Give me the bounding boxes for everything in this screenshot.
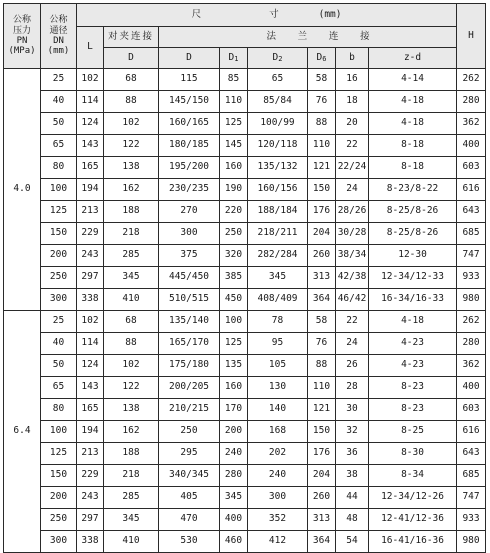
table-cell: 510/515 bbox=[159, 289, 220, 311]
pn-header-line: PN bbox=[16, 36, 28, 46]
table-cell: 282/284 bbox=[248, 245, 308, 267]
table-cell: 204 bbox=[308, 465, 336, 487]
valve-dimension-table bbox=[3, 3, 486, 553]
table-cell: 262 bbox=[457, 311, 486, 333]
flange-group-header bbox=[159, 27, 486, 48]
table-cell: 280 bbox=[457, 91, 486, 113]
table-cell: 88 bbox=[104, 333, 159, 355]
table-cell: 213 bbox=[77, 443, 104, 465]
table-cell: 280 bbox=[457, 333, 486, 355]
d6-letter: D bbox=[316, 51, 323, 63]
table-cell: 26 bbox=[336, 355, 369, 377]
table-cell: 240 bbox=[248, 465, 308, 487]
table-cell: 270 bbox=[159, 201, 220, 223]
table-cell: 4-14 bbox=[369, 69, 457, 91]
table-row bbox=[4, 333, 486, 355]
table-row bbox=[4, 267, 486, 289]
table-cell: 85/84 bbox=[248, 91, 308, 113]
table-cell: 210/215 bbox=[159, 399, 220, 421]
table-cell: 408/409 bbox=[248, 289, 308, 311]
table-cell: 295 bbox=[159, 443, 220, 465]
table-cell: 22 bbox=[336, 311, 369, 333]
table-cell: 160/165 bbox=[159, 113, 220, 135]
table-cell: 240 bbox=[220, 443, 248, 465]
table-cell: 125 bbox=[220, 113, 248, 135]
table-row bbox=[4, 91, 486, 113]
table-cell: 50 bbox=[41, 355, 77, 377]
table-cell: 54 bbox=[336, 531, 369, 553]
table-cell: 352 bbox=[248, 509, 308, 531]
table-cell: 68 bbox=[104, 311, 159, 333]
table-row bbox=[4, 531, 486, 553]
zd-header: z-d bbox=[369, 48, 457, 69]
pn-header bbox=[4, 4, 41, 69]
table-row bbox=[4, 245, 486, 267]
table-cell: 102 bbox=[104, 113, 159, 135]
table-cell: 685 bbox=[457, 465, 486, 487]
table-cell: 12-41/12-36 bbox=[369, 509, 457, 531]
table-cell: 933 bbox=[457, 267, 486, 289]
table-cell: 105 bbox=[248, 355, 308, 377]
table-cell: 603 bbox=[457, 157, 486, 179]
table-cell: 345 bbox=[104, 267, 159, 289]
table-cell: 22 bbox=[336, 135, 369, 157]
table-cell: 338 bbox=[77, 531, 104, 553]
table-cell: 168 bbox=[248, 421, 308, 443]
table-cell: 400 bbox=[457, 377, 486, 399]
table-cell: 76 bbox=[308, 333, 336, 355]
table-row bbox=[4, 289, 486, 311]
table-cell: 190 bbox=[220, 179, 248, 201]
table-cell: 160 bbox=[220, 157, 248, 179]
table-cell: 24 bbox=[336, 179, 369, 201]
table-cell: 125 bbox=[220, 333, 248, 355]
table-cell: 250 bbox=[220, 223, 248, 245]
table-cell: 313 bbox=[308, 267, 336, 289]
table-cell: 176 bbox=[308, 443, 336, 465]
table-cell: 4-18 bbox=[369, 311, 457, 333]
table-cell: 8-18 bbox=[369, 135, 457, 157]
table-cell: 138 bbox=[104, 399, 159, 421]
table-cell: 362 bbox=[457, 355, 486, 377]
table-cell: 364 bbox=[308, 531, 336, 553]
table-cell: 400 bbox=[457, 135, 486, 157]
table-cell: 78 bbox=[248, 311, 308, 333]
table-cell: 405 bbox=[159, 487, 220, 509]
table-cell: 175/180 bbox=[159, 355, 220, 377]
table-cell: 340/345 bbox=[159, 465, 220, 487]
table-cell: 200 bbox=[220, 421, 248, 443]
pn-value: 4.0 bbox=[4, 69, 41, 311]
table-cell: 8-18 bbox=[369, 157, 457, 179]
table-cell: 243 bbox=[77, 245, 104, 267]
table-cell: 8-23/8-22 bbox=[369, 179, 457, 201]
dn-header-line: (mm) bbox=[47, 46, 70, 57]
table-row bbox=[4, 311, 486, 333]
table-cell: 375 bbox=[159, 245, 220, 267]
pn-header-line: 压力 bbox=[12, 25, 31, 36]
table-cell: 685 bbox=[457, 223, 486, 245]
table-row bbox=[4, 443, 486, 465]
table-cell: 450 bbox=[220, 289, 248, 311]
table-cell: 4-18 bbox=[369, 91, 457, 113]
table-cell: 218/211 bbox=[248, 223, 308, 245]
table-cell: 8-30 bbox=[369, 443, 457, 465]
table-cell: 58 bbox=[308, 69, 336, 91]
table-cell: 102 bbox=[77, 69, 104, 91]
table-cell: 122 bbox=[104, 377, 159, 399]
table-cell: 188/184 bbox=[248, 201, 308, 223]
table-cell: 643 bbox=[457, 443, 486, 465]
table-cell: 362 bbox=[457, 113, 486, 135]
table-cell: 80 bbox=[41, 399, 77, 421]
table-cell: 603 bbox=[457, 399, 486, 421]
flange-group-label: 法 兰 连 接 bbox=[266, 30, 378, 42]
table-cell: 138 bbox=[104, 157, 159, 179]
table-cell: 115 bbox=[159, 69, 220, 91]
table-cell: 162 bbox=[104, 421, 159, 443]
table-cell: 16-34/16-33 bbox=[369, 289, 457, 311]
table-cell: 122 bbox=[104, 135, 159, 157]
table-row bbox=[4, 465, 486, 487]
table-cell: 110 bbox=[308, 377, 336, 399]
table-cell: 202 bbox=[248, 443, 308, 465]
table-cell: 165/170 bbox=[159, 333, 220, 355]
table-cell: 65 bbox=[248, 69, 308, 91]
table-cell: 200 bbox=[41, 487, 77, 509]
table-cell: 100 bbox=[41, 179, 77, 201]
table-cell: 200/205 bbox=[159, 377, 220, 399]
table-cell: 243 bbox=[77, 487, 104, 509]
table-cell: 176 bbox=[308, 201, 336, 223]
table-cell: 4-23 bbox=[369, 333, 457, 355]
table-cell: 88 bbox=[308, 113, 336, 135]
table-cell: 364 bbox=[308, 289, 336, 311]
table-row bbox=[4, 223, 486, 245]
table-cell: 110 bbox=[308, 135, 336, 157]
table-cell: 44 bbox=[336, 487, 369, 509]
table-cell: 204 bbox=[308, 223, 336, 245]
d2-header bbox=[248, 48, 308, 69]
table-cell: 285 bbox=[104, 487, 159, 509]
d-wafer-header: D bbox=[104, 48, 159, 69]
table-cell: 300 bbox=[41, 531, 77, 553]
table-cell: 100 bbox=[220, 311, 248, 333]
table-cell: 135/132 bbox=[248, 157, 308, 179]
size-title-left: 尺 bbox=[191, 8, 230, 20]
table-cell: 143 bbox=[77, 377, 104, 399]
table-cell: 218 bbox=[104, 465, 159, 487]
table-cell: 445/450 bbox=[159, 267, 220, 289]
table-cell: 188 bbox=[104, 443, 159, 465]
table-cell: 300 bbox=[41, 289, 77, 311]
table-cell: 95 bbox=[248, 333, 308, 355]
table-cell: 410 bbox=[104, 531, 159, 553]
table-row bbox=[4, 113, 486, 135]
table-cell: 65 bbox=[41, 135, 77, 157]
table-cell: 68 bbox=[104, 69, 159, 91]
table-cell: 194 bbox=[77, 179, 104, 201]
table-cell: 170 bbox=[220, 399, 248, 421]
d1-subscript: 1 bbox=[234, 54, 239, 63]
table-cell: 28 bbox=[336, 377, 369, 399]
table-cell: 933 bbox=[457, 509, 486, 531]
table-cell: 218 bbox=[104, 223, 159, 245]
table-cell: 8-23 bbox=[369, 399, 457, 421]
table-cell: 410 bbox=[104, 289, 159, 311]
table-cell: 262 bbox=[457, 69, 486, 91]
table-row bbox=[4, 377, 486, 399]
table-cell: 320 bbox=[220, 245, 248, 267]
table-cell: 121 bbox=[308, 399, 336, 421]
table-cell: 18 bbox=[336, 91, 369, 113]
table-cell: 250 bbox=[41, 509, 77, 531]
table-cell: 616 bbox=[457, 421, 486, 443]
table-cell: 162 bbox=[104, 179, 159, 201]
table-cell: 76 bbox=[308, 91, 336, 113]
table-cell: 16 bbox=[336, 69, 369, 91]
table-cell: 40 bbox=[41, 91, 77, 113]
table-row bbox=[4, 179, 486, 201]
l-header: L bbox=[77, 27, 104, 69]
table-cell: 30 bbox=[336, 399, 369, 421]
table-cell: 385 bbox=[220, 267, 248, 289]
b-header: b bbox=[336, 48, 369, 69]
table-cell: 145/150 bbox=[159, 91, 220, 113]
wafer-group-header: 对夹连接 bbox=[104, 27, 159, 48]
table-cell: 130 bbox=[248, 377, 308, 399]
table-cell: 180/185 bbox=[159, 135, 220, 157]
table-cell: 280 bbox=[220, 465, 248, 487]
table-cell: 124 bbox=[77, 355, 104, 377]
table-cell: 213 bbox=[77, 201, 104, 223]
table-cell: 616 bbox=[457, 179, 486, 201]
table-cell: 285 bbox=[104, 245, 159, 267]
dn-header-line: 公称 bbox=[49, 15, 68, 26]
table-cell: 38 bbox=[336, 465, 369, 487]
table-cell: 102 bbox=[104, 355, 159, 377]
table-row bbox=[4, 201, 486, 223]
table-row bbox=[4, 69, 486, 91]
table-cell: 345 bbox=[104, 509, 159, 531]
d1-header bbox=[220, 48, 248, 69]
table-cell: 88 bbox=[308, 355, 336, 377]
table-row bbox=[4, 355, 486, 377]
table-cell: 121 bbox=[308, 157, 336, 179]
table-cell: 65 bbox=[41, 377, 77, 399]
table-cell: 16-41/16-36 bbox=[369, 531, 457, 553]
table-cell: 297 bbox=[77, 267, 104, 289]
table-cell: 345 bbox=[248, 267, 308, 289]
table-cell: 250 bbox=[41, 267, 77, 289]
table-cell: 42/38 bbox=[336, 267, 369, 289]
table-row bbox=[4, 157, 486, 179]
table-cell: 20 bbox=[336, 113, 369, 135]
table-cell: 260 bbox=[308, 487, 336, 509]
table-cell: 200 bbox=[41, 245, 77, 267]
table-cell: 300 bbox=[248, 487, 308, 509]
table-cell: 150 bbox=[41, 223, 77, 245]
table-cell: 188 bbox=[104, 201, 159, 223]
table-cell: 110 bbox=[220, 91, 248, 113]
table-cell: 88 bbox=[104, 91, 159, 113]
table-cell: 80 bbox=[41, 157, 77, 179]
size-unit: (mm) bbox=[318, 8, 342, 20]
table-cell: 8-34 bbox=[369, 465, 457, 487]
table-cell: 150 bbox=[308, 179, 336, 201]
table-cell: 250 bbox=[159, 421, 220, 443]
table-row bbox=[4, 135, 486, 157]
table-cell: 25 bbox=[41, 69, 77, 91]
table-cell: 8-23 bbox=[369, 377, 457, 399]
table-cell: 470 bbox=[159, 509, 220, 531]
table-cell: 125 bbox=[41, 201, 77, 223]
table-cell: 4-23 bbox=[369, 355, 457, 377]
table-cell: 38/34 bbox=[336, 245, 369, 267]
table-cell: 530 bbox=[159, 531, 220, 553]
table-cell: 24 bbox=[336, 333, 369, 355]
table-cell: 300 bbox=[159, 223, 220, 245]
dn-header-line: DN bbox=[53, 36, 64, 46]
d2-subscript: 2 bbox=[278, 54, 283, 63]
table-cell: 747 bbox=[457, 487, 486, 509]
table-cell: 25 bbox=[41, 311, 77, 333]
table-cell: 12-34/12-26 bbox=[369, 487, 457, 509]
table-cell: 150 bbox=[41, 465, 77, 487]
table-cell: 32 bbox=[336, 421, 369, 443]
table-cell: 143 bbox=[77, 135, 104, 157]
table-cell: 135/140 bbox=[159, 311, 220, 333]
table-cell: 120/118 bbox=[248, 135, 308, 157]
table-cell: 8-25/8-26 bbox=[369, 223, 457, 245]
table-cell: 160/156 bbox=[248, 179, 308, 201]
table-cell: 125 bbox=[41, 443, 77, 465]
table-cell: 643 bbox=[457, 201, 486, 223]
dn-header bbox=[41, 4, 77, 69]
table-cell: 40 bbox=[41, 333, 77, 355]
d2-letter: D bbox=[272, 51, 279, 63]
d1-letter: D bbox=[228, 51, 235, 63]
table-cell: 36 bbox=[336, 443, 369, 465]
table-row bbox=[4, 509, 486, 531]
h-header: H bbox=[457, 4, 486, 69]
table-cell: 980 bbox=[457, 531, 486, 553]
table-cell: 100 bbox=[41, 421, 77, 443]
table-cell: 114 bbox=[77, 91, 104, 113]
table-cell: 145 bbox=[220, 135, 248, 157]
table-cell: 194 bbox=[77, 421, 104, 443]
table-cell: 195/200 bbox=[159, 157, 220, 179]
table-cell: 102 bbox=[77, 311, 104, 333]
table-cell: 412 bbox=[248, 531, 308, 553]
table-body bbox=[4, 69, 486, 553]
table-cell: 12-30 bbox=[369, 245, 457, 267]
table-cell: 140 bbox=[248, 399, 308, 421]
table-cell: 22/24 bbox=[336, 157, 369, 179]
dn-header-line: 通径 bbox=[49, 25, 68, 36]
size-header bbox=[77, 4, 457, 27]
table-cell: 48 bbox=[336, 509, 369, 531]
table-cell: 229 bbox=[77, 465, 104, 487]
table-cell: 165 bbox=[77, 399, 104, 421]
table-cell: 980 bbox=[457, 289, 486, 311]
d6-header bbox=[308, 48, 336, 69]
d-header: D bbox=[159, 48, 220, 69]
table-cell: 160 bbox=[220, 377, 248, 399]
table-cell: 338 bbox=[77, 289, 104, 311]
table-cell: 313 bbox=[308, 509, 336, 531]
table-row bbox=[4, 421, 486, 443]
table-cell: 4-18 bbox=[369, 113, 457, 135]
table-cell: 85 bbox=[220, 69, 248, 91]
table-cell: 150 bbox=[308, 421, 336, 443]
table-cell: 124 bbox=[77, 113, 104, 135]
d6-subscript: 6 bbox=[322, 54, 327, 63]
size-title-right: 寸 bbox=[269, 8, 279, 20]
table-cell: 297 bbox=[77, 509, 104, 531]
table-row bbox=[4, 399, 486, 421]
table-cell: 165 bbox=[77, 157, 104, 179]
table-cell: 50 bbox=[41, 113, 77, 135]
table-cell: 12-34/12-33 bbox=[369, 267, 457, 289]
table-cell: 230/235 bbox=[159, 179, 220, 201]
table-cell: 460 bbox=[220, 531, 248, 553]
pn-value: 6.4 bbox=[4, 311, 41, 553]
table-cell: 100/99 bbox=[248, 113, 308, 135]
table-cell: 260 bbox=[308, 245, 336, 267]
table-cell: 46/42 bbox=[336, 289, 369, 311]
table-cell: 114 bbox=[77, 333, 104, 355]
table-cell: 747 bbox=[457, 245, 486, 267]
table-cell: 8-25 bbox=[369, 421, 457, 443]
table-cell: 229 bbox=[77, 223, 104, 245]
table-cell: 220 bbox=[220, 201, 248, 223]
table-cell: 28/26 bbox=[336, 201, 369, 223]
table-cell: 135 bbox=[220, 355, 248, 377]
table-cell: 58 bbox=[308, 311, 336, 333]
pn-header-line: 公称 bbox=[12, 15, 31, 26]
table-cell: 400 bbox=[220, 509, 248, 531]
table-cell: 345 bbox=[220, 487, 248, 509]
table-cell: 30/28 bbox=[336, 223, 369, 245]
table-row bbox=[4, 487, 486, 509]
table-cell: 8-25/8-26 bbox=[369, 201, 457, 223]
pn-header-line: (MPa) bbox=[8, 46, 36, 57]
